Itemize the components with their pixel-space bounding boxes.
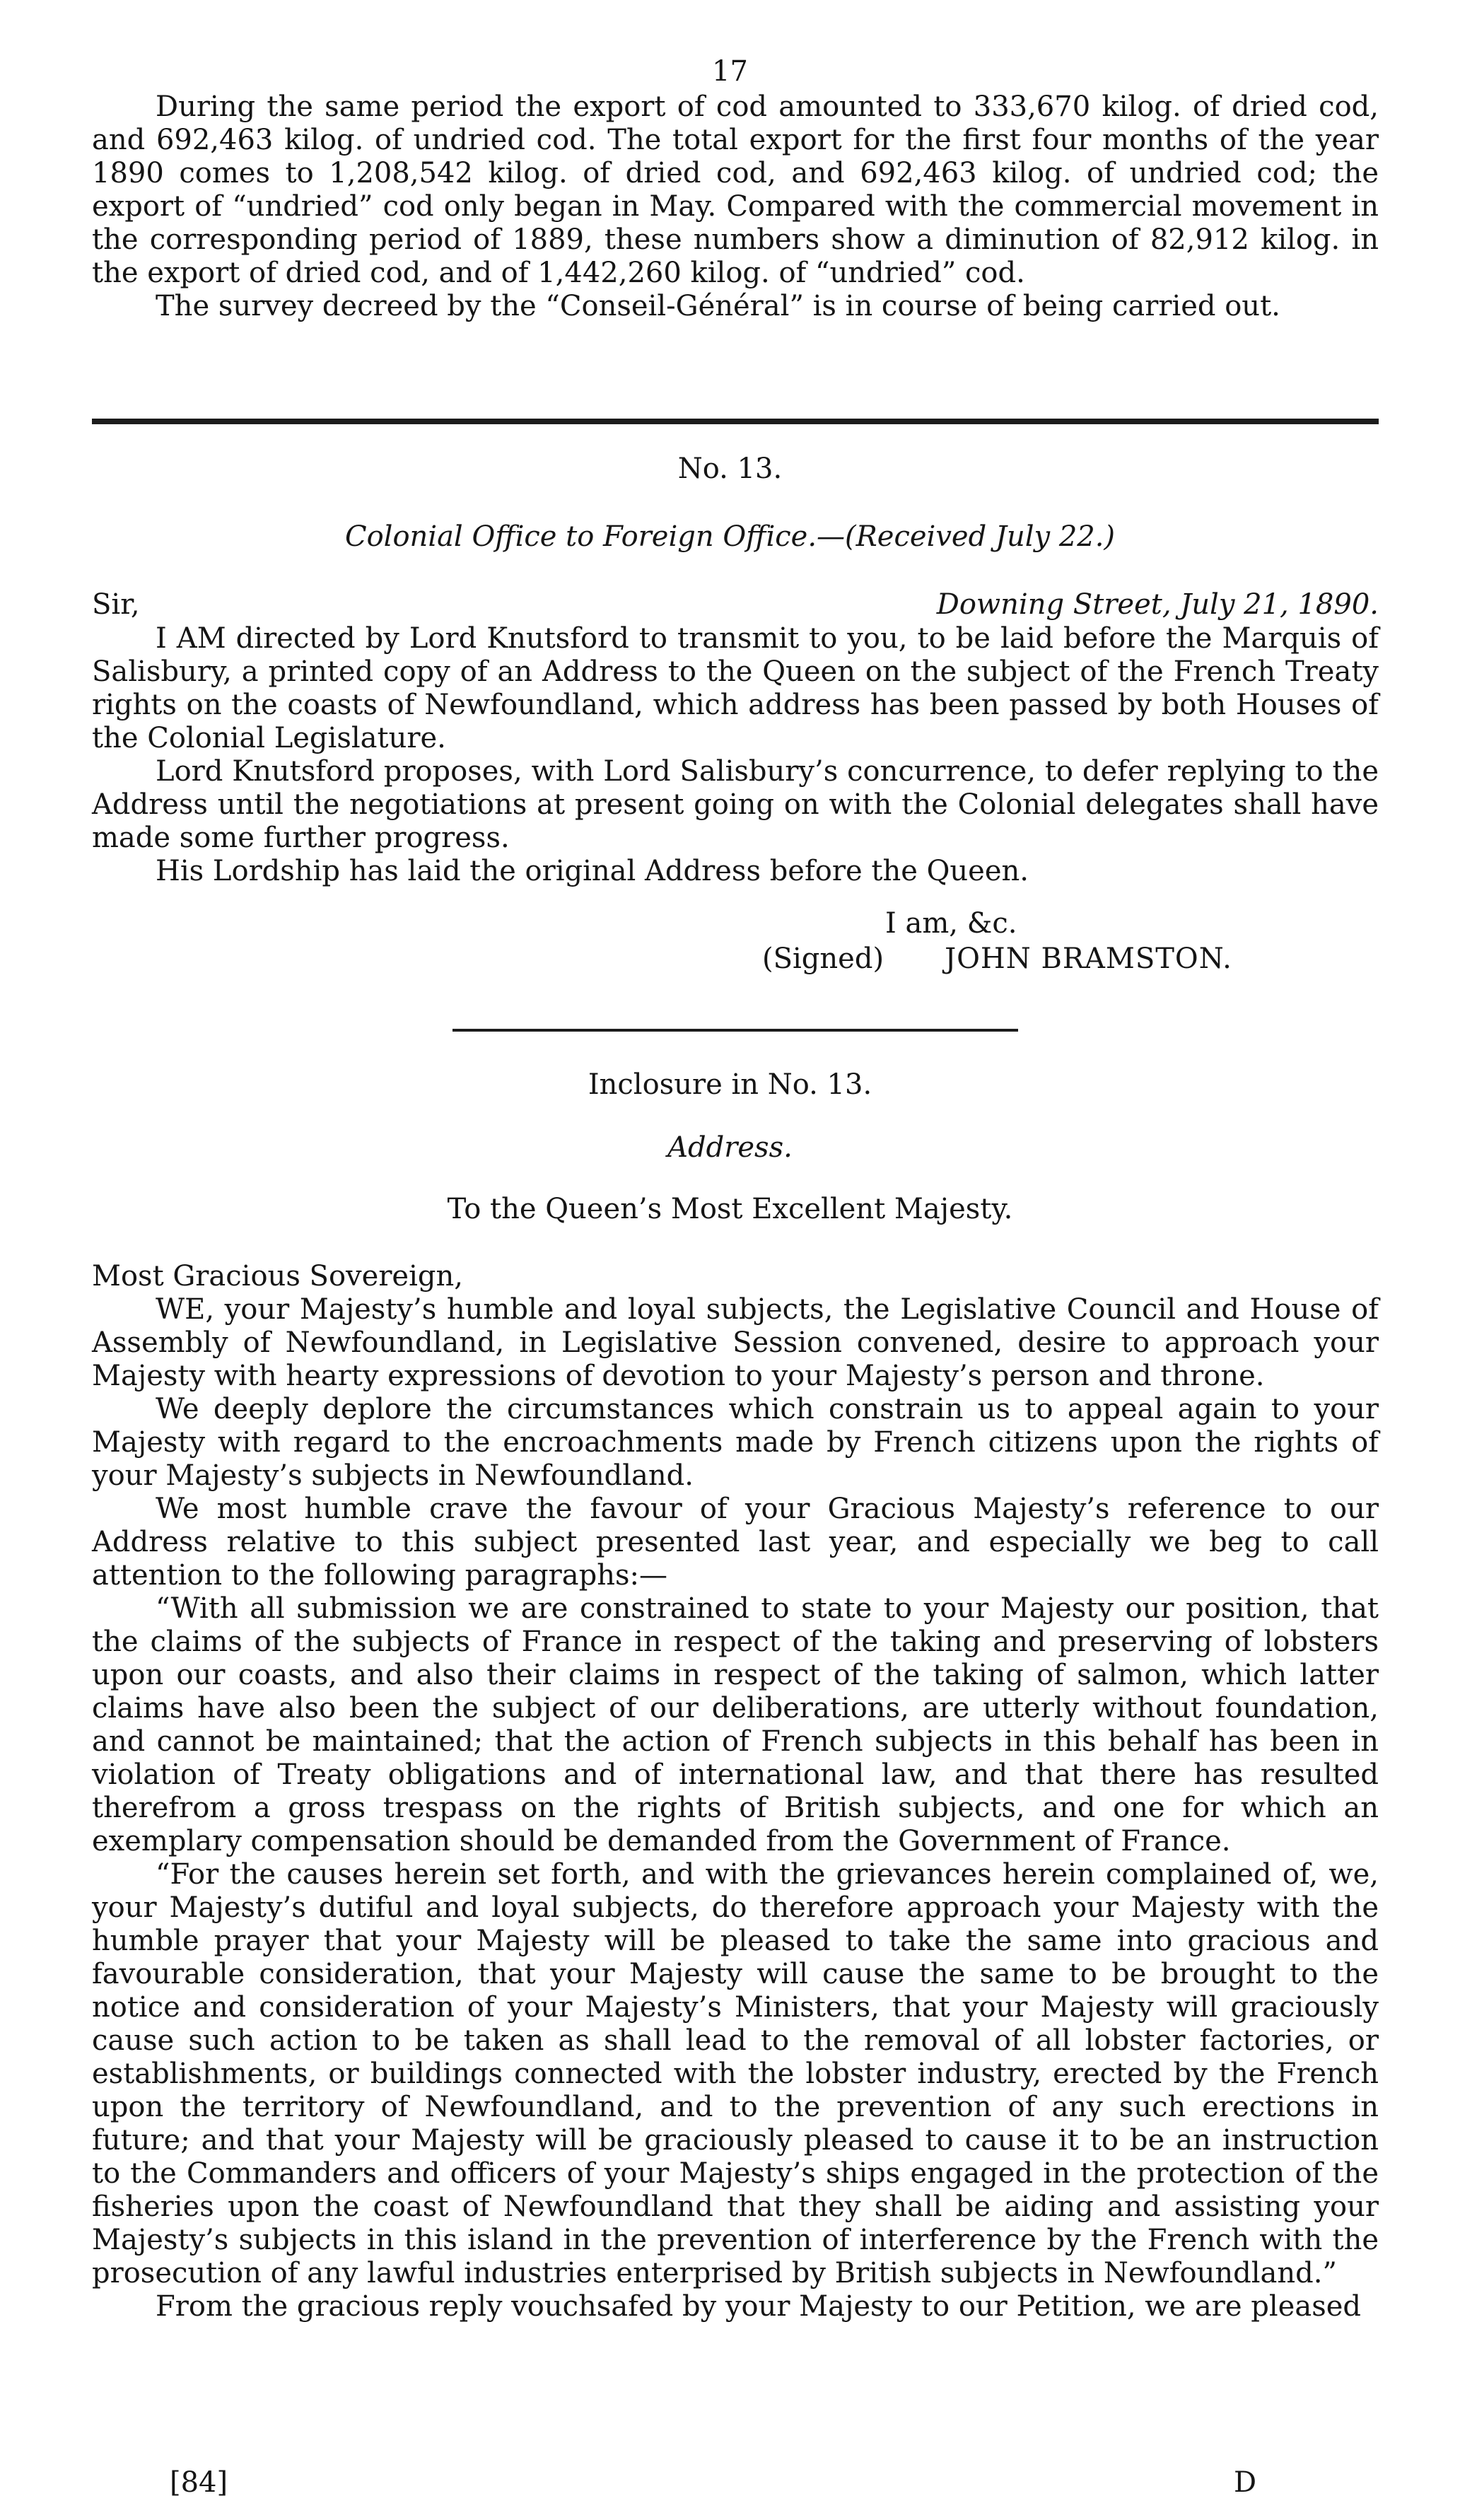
address-body bbox=[92, 1293, 1379, 2323]
sheet-letter-mark: D bbox=[1234, 2466, 1257, 2499]
cod-export-paragraph: During the same period the export of cod amounted to 333,670 kilog. of dried cod, and 692,463 kilog. of undried cod. The total export for the first four months of the year 1890 comes to 1,208,542 kilog. of dried cod, and 692,463 kilog. of undried cod; the export of “undried” cod only began in May. Compared with the commercial movement in the corresponding period of 1889, these numbers show a diminution of 82,912 kilog. in the export of dried cod, and of 1,442,260 kilog. of “undried” cod. bbox=[92, 91, 1379, 289]
inclosure-title: Inclosure in No. 13. bbox=[588, 1068, 872, 1101]
letter-paragraph: His Lordship has laid the original Address before the Queen. bbox=[156, 855, 1029, 887]
address-paragraph: We most humble crave the favour of your Gracious Majesty’s reference to our Address relative to this subject presented last year, and especially we beg to call attention to the following paragraphs:— bbox=[92, 1493, 1379, 1592]
signatory-name: JOHN BRAMSTON. bbox=[945, 943, 1232, 975]
cod-export-section bbox=[92, 91, 1379, 323]
section-divider-thick bbox=[92, 419, 1379, 424]
survey-paragraph: The survey decreed by the “Conseil-Général” is in course of being carried out. bbox=[156, 290, 1280, 322]
letter-salutation: Sir, bbox=[92, 588, 140, 621]
document-number: No. 13. bbox=[677, 453, 783, 485]
letter-body bbox=[92, 622, 1379, 888]
address-paragraph: From the gracious reply vouchsafed by your Majesty to our Petition, we are pleased bbox=[156, 2290, 1361, 2323]
letter-closing: I am, &c. bbox=[885, 907, 1017, 940]
page-number: 17 bbox=[712, 55, 748, 88]
inclosure-subtitle: Address. bbox=[667, 1131, 793, 1164]
letter-paragraph: Lord Knutsford proposes, with Lord Salisbury’s concurrence, to defer replying to the Address until the negotiations at present going on with the Colonial delegates shall have made some further progress. bbox=[92, 755, 1379, 854]
signed-label: (Signed) bbox=[762, 943, 884, 975]
letter-dateline: Downing Street, July 21, 1890. bbox=[936, 588, 1379, 621]
quoted-paragraph: “With all submission we are constrained to state to your Majesty our position, that the claims of the subjects of France in respect of the taking and preserving of lobsters upon our coasts, and also their claims in respect of the taking of salmon, which latter claims have also been the subject of our deliberations, are utterly without foundation, and cannot be maintained; that the action of French subjects in this behalf has been in violation of Treaty obligations and of international law, and that there has resulted therefrom a gross trespass on the rights of British subjects, and one for which an exemplary compensation should be demanded from the Government of France. bbox=[92, 1592, 1379, 1857]
address-paragraph: We deeply deplore the circumstances which constrain us to appeal again to your Majesty with regard to the encroachments made by French citizens upon the rights of your Majesty’s subjects in Newfoundland. bbox=[92, 1393, 1379, 1492]
section-divider-thin bbox=[452, 1029, 1018, 1032]
address-paragraph: WE, your Majesty’s humble and loyal subjects, the Legislative Council and House of Assembly of Newfoundland, in Legislative Session convened, desire to approach your Majesty with hearty expressions of devotion to your Majesty’s person and throne. bbox=[92, 1293, 1379, 1392]
signature-line bbox=[762, 943, 1232, 975]
quoted-paragraph: “For the causes herein set forth, and with the grievances herein complained of, we, your Majesty’s dutiful and loyal subjects, do therefore approach your Majesty with the humble prayer that your Majesty will be pleased to take the same into gracious and favourable consideration, that your Majesty will cause the same to be brought to the notice and consideration of your Majesty’s Ministers, that your Majesty will graciously cause such action to be taken as shall lead to the removal of all lobster factories, or establishments, or buildings connected with the lobster industry, erected by the French upon the territory of Newfoundland, and to the prevention of any such erections in future; and that your Majesty will be graciously pleased to cause it to be an instruction to the Commanders and officers of your Majesty’s ships engaged in the protection of the fisheries upon the coast of Newfoundland that they shall be aiding and assisting your Majesty’s subjects in this island in the prevention of interference by the French with the prosecution of any lawful industries enterprised by British subjects in Newfoundland.” bbox=[92, 1858, 1379, 2289]
letter-paragraph: I AM directed by Lord Knutsford to transmit to you, to be laid before the Marquis of Salisbury, a printed copy of an Address to the Queen on the subject of the French Treaty rights on the coasts of Newfoundland, which address has been passed by both Houses of the Colonial Legislature. bbox=[92, 622, 1379, 754]
printer-signature-mark: [84] bbox=[170, 2466, 228, 2499]
address-salutation: Most Gracious Sovereign, bbox=[92, 1260, 463, 1293]
letter-heading: Colonial Office to Foreign Office.—(Received July 22.) bbox=[344, 520, 1116, 553]
address-recipient: To the Queen’s Most Excellent Majesty. bbox=[447, 1193, 1013, 1225]
